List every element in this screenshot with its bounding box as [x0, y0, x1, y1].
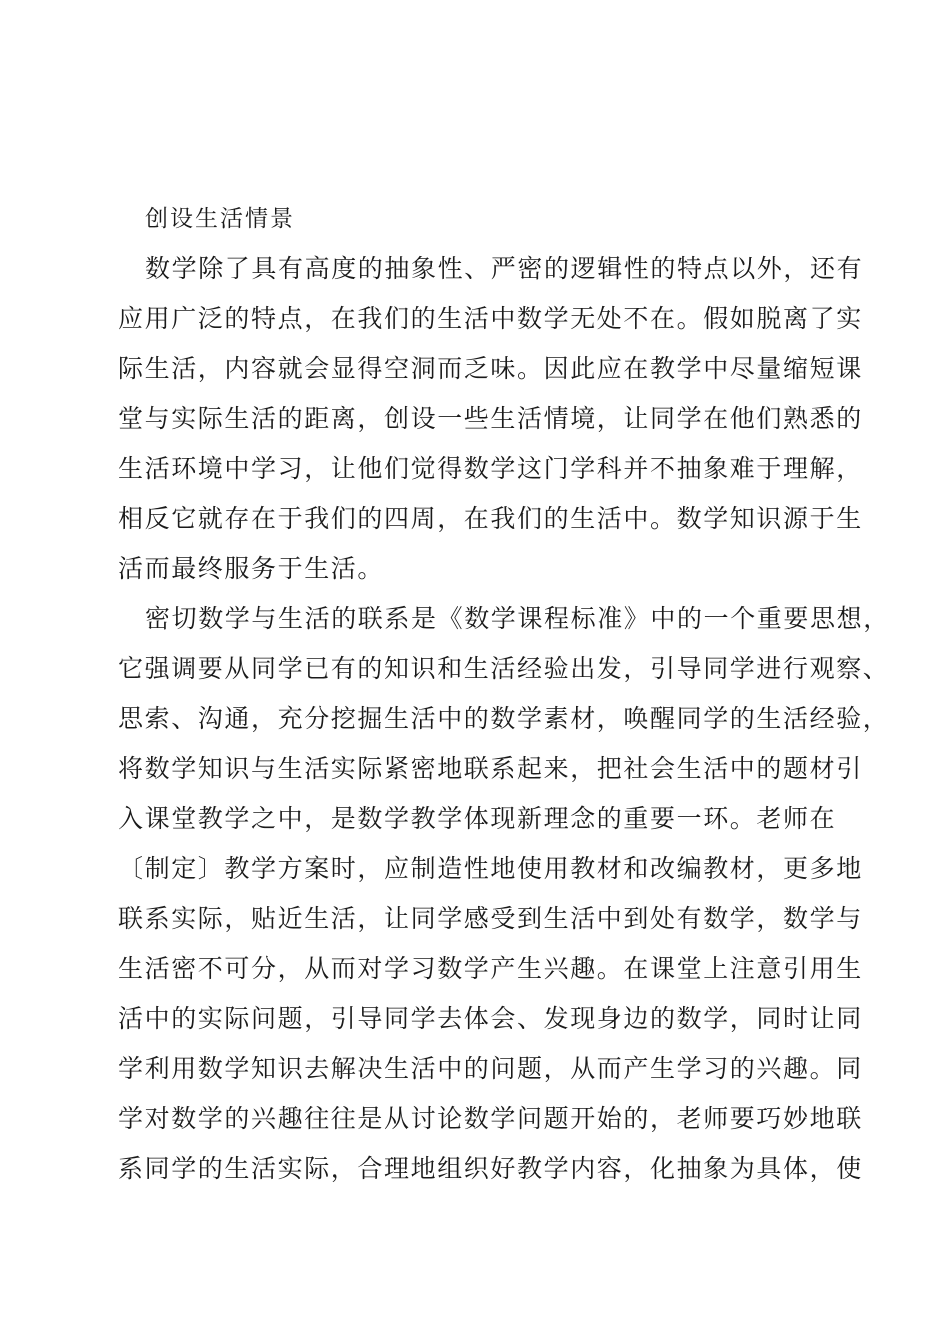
paragraph-1-line-1: 数学除了具有高度的抽象性、严密的逻辑性的特点以外，还有 — [145, 254, 864, 283]
paragraph-2-line-10: 学利用数学知识去解决生活中的问题，从而产生学习的兴趣。同 — [118, 1054, 863, 1083]
paragraph-2-line-1: 密切数学与生活的联系是《数学课程标准》中的一个重要思想， — [145, 604, 890, 633]
paragraph-1-line-4: 堂与实际生活的距离，创设一些生活情境，让同学在他们熟悉的 — [118, 404, 863, 433]
paragraph-2-line-6: 〔制定〕教学方案时，应制造性地使用教材和改编教材，更多地 — [118, 854, 863, 883]
paragraph-2-line-9: 活中的实际问题，引导同学去体会、发现身边的数学，同时让同 — [118, 1004, 863, 1033]
paragraph-1-line-5: 生活环境中学习，让他们觉得数学这门学科并不抽象难于理解， — [118, 454, 863, 483]
paragraph-2-line-12: 系同学的生活实际，合理地组织好教学内容，化抽象为具体，使 — [118, 1154, 863, 1183]
paragraph-2-line-3: 思索、沟通，充分挖掘生活中的数学素材，唤醒同学的生活经验， — [118, 704, 890, 733]
paragraph-2-line-4: 将数学知识与生活实际紧密地联系起来，把社会生活中的题材引 — [118, 754, 863, 783]
paragraph-2-line-8: 生活密不可分，从而对学习数学产生兴趣。在课堂上注意引用生 — [118, 954, 863, 983]
paragraph-2-line-7: 联系实际，贴近生活，让同学感受到生活中到处有数学，数学与 — [118, 904, 863, 933]
paragraph-1-line-2: 应用广泛的特点，在我们的生活中数学无处不在。假如脱离了实 — [118, 304, 863, 333]
paragraph-2-line-11: 学对数学的兴趣往往是从讨论数学问题开始的，老师要巧妙地联 — [118, 1104, 863, 1133]
paragraph-2-line-2: 它强调要从同学已有的知识和生活经验出发，引导同学进行观察、 — [118, 654, 890, 683]
section-heading: 创设生活情景 — [145, 206, 295, 232]
paragraph-1-line-6: 相反它就存在于我们的四周，在我们的生活中。数学知识源于生 — [118, 504, 863, 533]
paragraph-1-line-7: 活而最终服务于生活。 — [118, 554, 385, 583]
paragraph-2-line-5: 入课堂教学之中，是数学教学体现新理念的重要一环。老师在 — [118, 804, 837, 833]
paragraph-1-line-3: 际生活，内容就会显得空洞而乏味。因此应在教学中尽量缩短课 — [118, 354, 863, 383]
